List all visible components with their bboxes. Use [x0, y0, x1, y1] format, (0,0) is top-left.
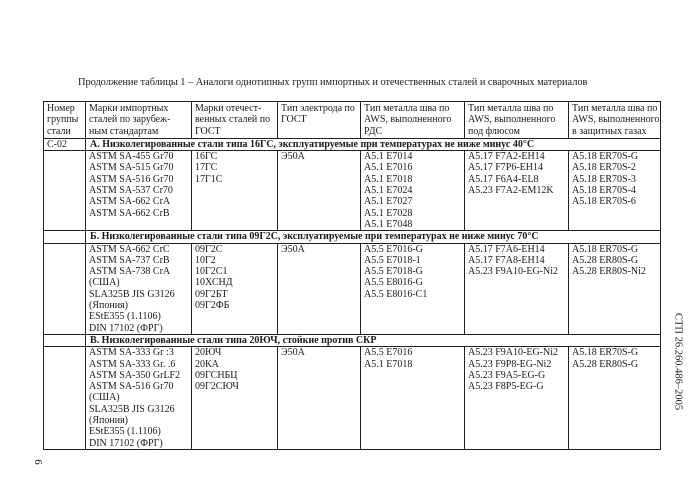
section-c-import-steels: ASTM SA-333 Gr :3 ASTM SA-333 Gr. .6 ASTM SA-350 GrLF2 ASTM SA-516 Gr70 (США) SLA325B JIS G3126 (Япония) EStE355 (1.1106) DIN 17102 (ФРГ): [86, 347, 192, 450]
section-b-gost-steels: 09Г2С 10Г2 10Г2С1 10ХСНД 09Г2БТ 09Г2ФБ: [192, 243, 278, 334]
steel-analogs-table: [43, 101, 661, 450]
section-b-gmaw: A5.18 ER70S-G A5.28 ER80S-G A5.28 ER80S-Ni2: [569, 243, 661, 334]
section-b-data-row: [44, 243, 661, 334]
section-c-saw: A5.23 F9A10-EG-Ni2 A5.23 F9P8-EG-Ni2 A5.23 F9A5-EG-G A5.23 F8P5-EG-G: [465, 347, 569, 450]
section-a-smaw: A5.1 E7014 A5.1 E7016 A5.1 E7018 A5.1 E7024 A5.1 E7027 A5.1 E7028 A5.1 E7048: [361, 151, 465, 231]
group-number-cont: [44, 347, 86, 450]
document-code-text: СТП 26.260.486–2005: [672, 312, 684, 411]
section-c-data-row: [44, 347, 661, 450]
document-code-vertical: [671, 248, 685, 478]
header-gost-steels: Марки отечест- венных сталей по ГОСТ: [192, 102, 278, 139]
section-b-import-steels: ASTM SA-662 CrC ASTM SA-737 CrB ASTM SA-738 CrA (США) SLA325B JIS G3126 (Япония) EStE355 (1.1106) DIN 17102 (ФРГ): [86, 243, 192, 334]
section-a-title-row: [44, 138, 661, 150]
section-b-saw: A5.17 F7A6-EH14 A5.17 F7A8-EH14 A5.23 F9A10-EG-Ni2: [465, 243, 569, 334]
header-group-number: Номер группы стали: [44, 102, 86, 139]
section-c-title: В. Низколегированные стали типа 20ЮЧ, стойкие против СКР: [86, 334, 661, 346]
group-number-cont: [44, 243, 86, 334]
section-a-import-steels: ASTM SA-455 Gr70 ASTM SA-515 Gr70 ASTM SA-516 Gr70 ASTM SA-537 Cr70 ASTM SA-662 CrA ASTM SA-662 CrB: [86, 151, 192, 231]
header-smaw-metal: Тип металла шва по AWS, выполненного РДС: [361, 102, 465, 139]
header-gmaw-metal: Тип металла шва по AWS, выполненного в защитных газах: [569, 102, 661, 139]
section-b-electrode: Э50А: [278, 243, 361, 334]
table-caption: Продолжение таблицы 1 – Аналоги однотипных групп импортных и отечественных сталей и сварочных материалов: [78, 77, 588, 88]
header-import-steels: Марки импортных сталей по зарубеж- ным стандартам: [86, 102, 192, 139]
header-saw-metal: Тип металла шва по AWS, выполненного под флюсом: [465, 102, 569, 139]
section-a-gost-steels: 16ГС 17ГС 17Г1С: [192, 151, 278, 231]
table-header-row: [44, 102, 661, 139]
section-b-title-row: [44, 231, 661, 243]
section-c-gost-steels: 20ЮЧ 20КА 09ГСНБЦ 09Г2СЮЧ: [192, 347, 278, 450]
group-number-cell: С-02: [44, 138, 86, 150]
section-a-electrode: Э50А: [278, 151, 361, 231]
section-a-data-row: [44, 151, 661, 231]
section-c-gmaw: A5.18 ER70S-G A5.28 ER80S-G: [569, 347, 661, 450]
group-number-cont: [44, 151, 86, 231]
section-b-smaw: A5.5 E7016-G A5.5 E7018-1 A5.5 E7018-G A5.5 E8016-G A5.5 E8016-C1: [361, 243, 465, 334]
header-electrode-type: Тип электрода по ГОСТ: [278, 102, 361, 139]
section-c-smaw: A5.5 E7016 A5.1 E7018: [361, 347, 465, 450]
section-a-title: А. Низколегированные стали типа 16ГС, эксплуатируемые при температурах не ниже минус 40°С: [86, 138, 661, 150]
page-number-text: 6: [32, 459, 44, 465]
section-b-title: Б. Низколегированные стали типа 09Г2С, эксплуатируемые при температурах не ниже минус 70°С: [86, 231, 661, 243]
group-number-cont: [44, 334, 86, 346]
section-a-gmaw: A5.18 ER70S-G A5.18 ER70S-2 A5.18 ER70S-3 A5.18 ER70S-4 A5.18 ER70S-6: [569, 151, 661, 231]
group-number-cont: [44, 231, 86, 243]
page-number: [31, 456, 45, 470]
section-c-title-row: [44, 334, 661, 346]
section-a-saw: A5.17 F7A2-EH14 A5.17 F7P6-EH14 A5.17 F6A4-EL8 A5.23 F7A2-EM12K: [465, 151, 569, 231]
section-c-electrode: Э50А: [278, 347, 361, 450]
